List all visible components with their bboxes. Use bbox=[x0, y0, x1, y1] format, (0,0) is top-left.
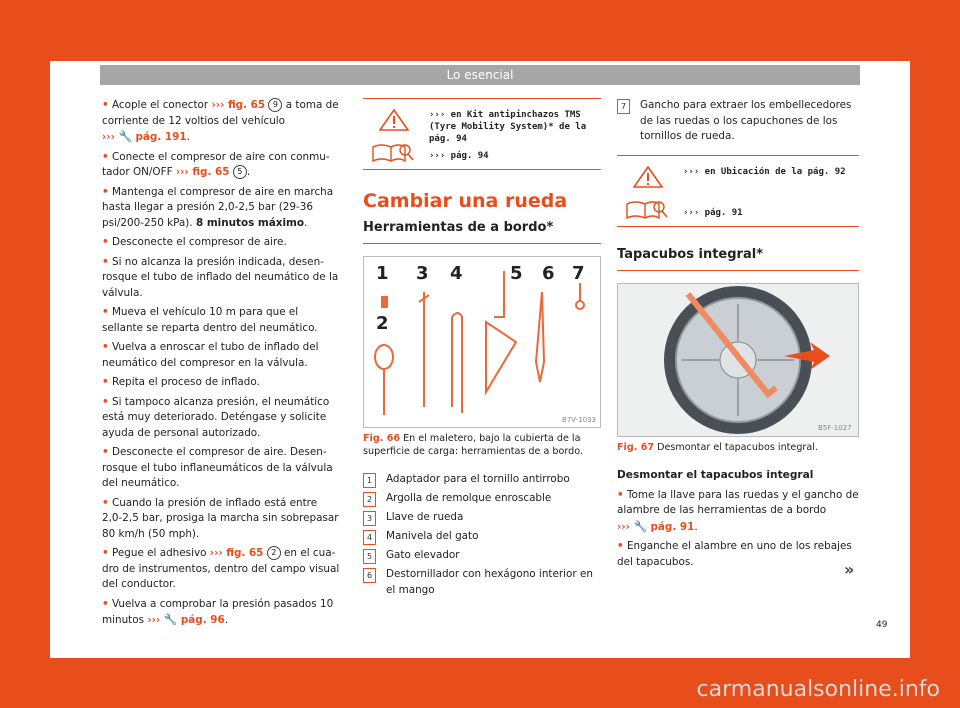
column-left bbox=[102, 98, 340, 633]
warning-page-ref[interactable]: ››› pág. 94 bbox=[429, 151, 489, 161]
tool-list-cont bbox=[617, 98, 859, 145]
figure-67 bbox=[617, 283, 859, 437]
warning-page-ref[interactable]: ››› pág. 91 bbox=[683, 207, 743, 218]
warning-triangle-icon bbox=[379, 109, 409, 131]
list-item: • Acople el conector ››› fig. 65 9 a toma de corriente de 12 voltios del vehículo ››› 🔧 pág. 191. bbox=[102, 99, 339, 143]
list-item: • Cuando la presión de inflado está entre 2,0-2,5 bar, prosiga la marcha sin sobrepasar 80 km/h (50 mph). bbox=[102, 496, 339, 540]
list-item: • Si tampoco alcanza presión, el neumático está muy deteriorado. Deténgase y solicite ayuda de personal autorizado. bbox=[102, 395, 330, 439]
page-link[interactable]: pág. 191 bbox=[135, 131, 187, 143]
fig-label: 6 bbox=[542, 263, 555, 284]
list-item: • Vuelva a comprobar la presión pasados 10 minutos ››› 🔧 pág. 96. bbox=[102, 597, 334, 626]
warning-ref[interactable]: ››› en Kit antipinchazos TMS (Tyre Mobility System)* de la pág. 94 bbox=[429, 110, 587, 144]
subsection-title: Tapacubos integral* bbox=[617, 247, 859, 272]
svg-text:B5F-1027: B5F-1027 bbox=[818, 424, 852, 432]
figure-caption: Fig. 66 En el maletero, bajo la cubierta de la superficie de carga: herramientas de a bordo. bbox=[363, 433, 583, 457]
manual-book-icon bbox=[625, 198, 669, 220]
page-header: Lo esencial bbox=[100, 65, 860, 85]
tools-illustration bbox=[364, 257, 600, 427]
list-item: • Repita el proceso de inflado. bbox=[102, 376, 260, 388]
callout-number: 5 bbox=[233, 165, 247, 179]
list-item: • Desconecte el compresor de aire. Desen-rosque el tubo inflaneumáticos de la válvula del neumático. bbox=[102, 446, 333, 489]
fig-label: 5 bbox=[510, 263, 523, 284]
list-item: 2 Argolla de remolque enroscable bbox=[363, 491, 601, 507]
list-item: 1 Adaptador para el tornillo antirrobo bbox=[363, 472, 601, 488]
watermark bbox=[0, 662, 960, 708]
list-item: 6 Destornillador con hexágono interior en el mango bbox=[363, 567, 601, 598]
fig-label: 4 bbox=[450, 263, 463, 284]
page-link[interactable]: pág. 96 bbox=[180, 614, 225, 626]
warning-box bbox=[617, 155, 859, 227]
section-title: Cambiar una rueda bbox=[363, 190, 568, 212]
list-item: 3 Llave de rueda bbox=[363, 510, 601, 526]
wrench-book-icon: 🔧 bbox=[163, 613, 178, 626]
manual-book-icon bbox=[371, 141, 415, 163]
warning-triangle-icon bbox=[633, 166, 663, 188]
fig-label: 2 bbox=[376, 313, 389, 334]
wrench-book-icon: 🔧 bbox=[633, 519, 648, 533]
figure-66 bbox=[363, 256, 601, 428]
hubcap-illustration bbox=[618, 284, 858, 436]
column-right bbox=[617, 98, 859, 574]
list-item: • Conecte el compresor de aire con conmu-tador ON/OFF ››› fig. 65 5 . bbox=[102, 150, 330, 178]
warning-ref[interactable]: ››› en Ubicación de la pág. 92 bbox=[683, 166, 846, 177]
list-item: • Pegue el adhesivo ››› fig. 65 2 en el cua-dro de instrumentos, dentro del campo visual del conductor. bbox=[102, 547, 340, 590]
page-link[interactable]: pág. 91 bbox=[650, 520, 695, 533]
list-item: • Vuelva a enroscar el tubo de inflado del neumático del compresor en la válvula. bbox=[102, 341, 319, 369]
list-item: 4 Manivela del gato bbox=[363, 529, 601, 545]
fig-label: 7 bbox=[572, 263, 585, 284]
list-item: • Mueva el vehículo 10 m para que el sellante se reparta dentro del neumático. bbox=[102, 306, 318, 334]
list-item: • Si no alcanza la presión indicada, desen-rosque el tubo de inflado del neumático de la válvula. bbox=[102, 255, 339, 299]
list-item: • Tome la llave para las ruedas y el gancho de alambre de las herramientas de a bordo ››› 🔧 pág. 91. bbox=[617, 488, 859, 533]
list-item: 7 Gancho para extraer los embellecedores de las ruedas o los capuchones de los tornillos de rueda. bbox=[617, 98, 859, 145]
callout-number: 2 bbox=[267, 546, 281, 560]
page-number: 49 bbox=[876, 620, 888, 630]
continue-marker: » bbox=[844, 560, 855, 579]
column-middle bbox=[363, 98, 601, 601]
subsection-title: Herramientas de a bordo* bbox=[363, 220, 601, 245]
fig-label: 3 bbox=[416, 263, 429, 284]
list-item: • Enganche el alambre en uno de los rebajes del tapacubos. bbox=[617, 540, 852, 568]
svg-text:B7V-1033: B7V-1033 bbox=[562, 416, 596, 424]
callout-number: 9 bbox=[268, 98, 282, 112]
tool-list bbox=[363, 472, 601, 598]
wrench-book-icon: 🔧 bbox=[118, 130, 133, 143]
figure-link[interactable]: ››› fig. 65 bbox=[209, 547, 264, 559]
list-item: 5 Gato elevador bbox=[363, 548, 601, 564]
procedure-title: Desmontar el tapacubos integral bbox=[617, 469, 814, 481]
svg-text:carmanualsonline.info: carmanualsonline.info bbox=[696, 677, 940, 702]
figure-caption: Fig. 67 Desmontar el tapacubos integral. bbox=[617, 442, 818, 453]
warning-box bbox=[363, 98, 601, 170]
list-item: • Mantenga el compresor de aire en marcha hasta llegar a presión 2,0-2,5 bar (29-36 psi/200-250 kPa). 8 minutos máximo. bbox=[102, 185, 334, 229]
figure-link[interactable]: ››› fig. 65 bbox=[175, 166, 230, 178]
fig-label: 1 bbox=[376, 263, 389, 284]
list-item: • Desconecte el compresor de aire. bbox=[102, 236, 287, 248]
figure-link[interactable]: ››› fig. 65 bbox=[211, 99, 266, 111]
